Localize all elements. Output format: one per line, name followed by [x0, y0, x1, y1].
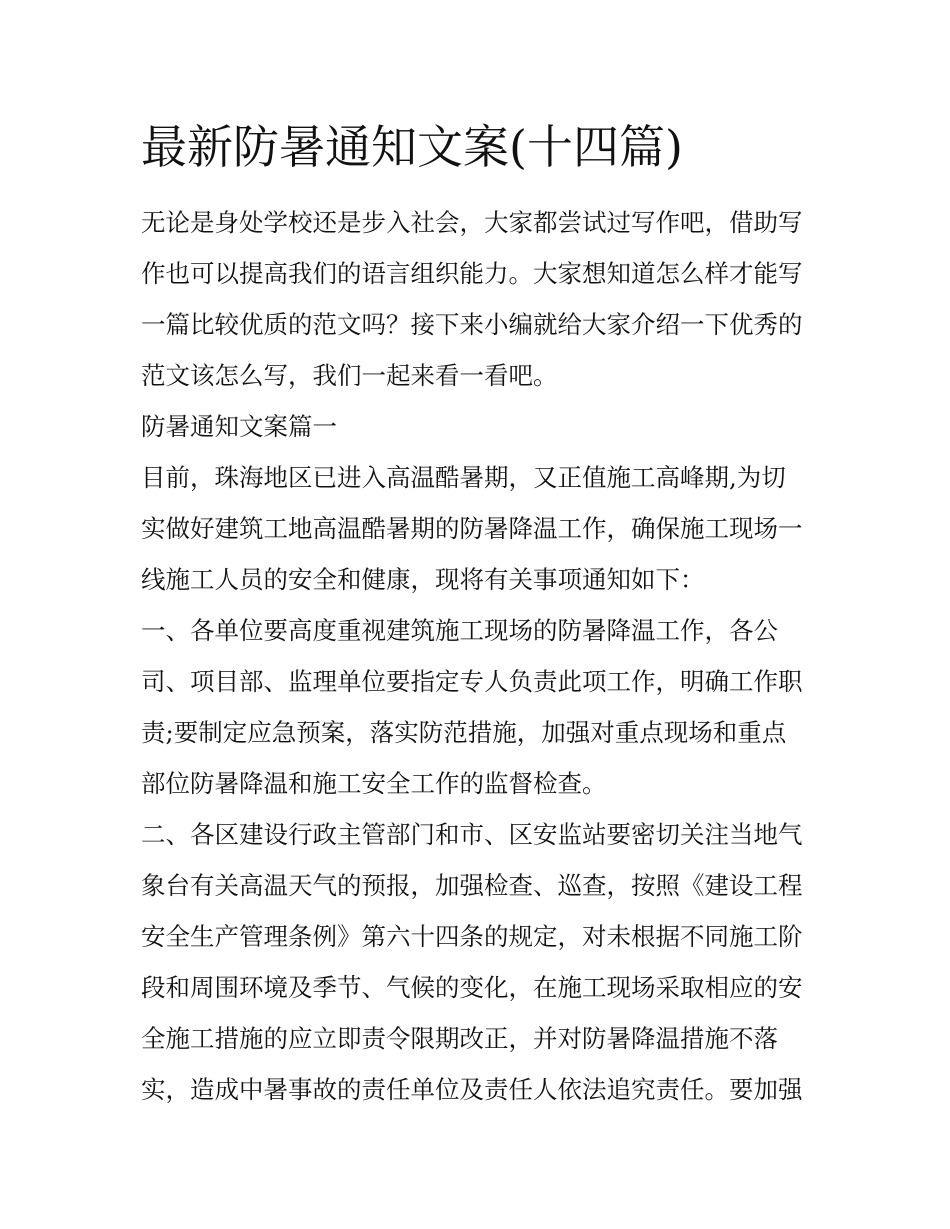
body-text-line: 范文该怎么写，我们一起来看一看吧。 [141, 361, 558, 390]
body-text-line: 司、项目部、监理单位要指定专人负责此项工作，明确工作职 [141, 667, 803, 696]
section-heading: 防暑通知文案篇一 [141, 412, 337, 441]
body-text-line: 一、各单位要高度重视建筑施工现场的防暑降温工作，各公 [141, 616, 778, 645]
body-text-line: 二、各区建设行政主管部门和市、区安监站要密切关注当地气 [141, 820, 803, 849]
body-text-line: 线施工人员的安全和健康，现将有关事项通知如下： [141, 565, 705, 594]
body-text-line: 一篇比较优质的范文吗？接下来小编就给大家介绍一下优秀的 [141, 310, 803, 339]
body-text-line: 象台有关高温天气的预报，加强检查、巡查，按照《建设工程 [141, 871, 803, 900]
body-text-line: 实做好建筑工地高温酷暑期的防暑降温工作，确保施工现场一 [141, 514, 803, 543]
body-text-line: 作也可以提高我们的语言组织能力。大家想知道怎么样才能写 [141, 259, 803, 288]
body-text-line: 部位防暑降温和施工安全工作的监督检查。 [141, 769, 607, 798]
body-text-line: 安全生产管理条例》第六十四条的规定，对未根据不同施工阶 [141, 922, 803, 951]
body-text-line: 段和周围环境及季节、气候的变化，在施工现场采取相应的安 [141, 973, 803, 1002]
body-text-line: 全施工措施的应立即责令限期改正，并对防暑降温措施不落 [141, 1024, 778, 1053]
body-text-line: 实，造成中暑事故的责任单位及责任人依法追究责任。要加强 [141, 1075, 803, 1104]
body-text-line: 责;要制定应急预案，落实防范措施，加强对重点现场和重点 [141, 718, 787, 747]
body-text-line: 目前，珠海地区已进入高温酷暑期，又正值施工高峰期,为切 [141, 463, 786, 492]
document-title: 最新防暑通知文案(十四篇) [141, 120, 683, 174]
body-text-line: 无论是身处学校还是步入社会，大家都尝试过写作吧，借助写 [141, 208, 803, 237]
